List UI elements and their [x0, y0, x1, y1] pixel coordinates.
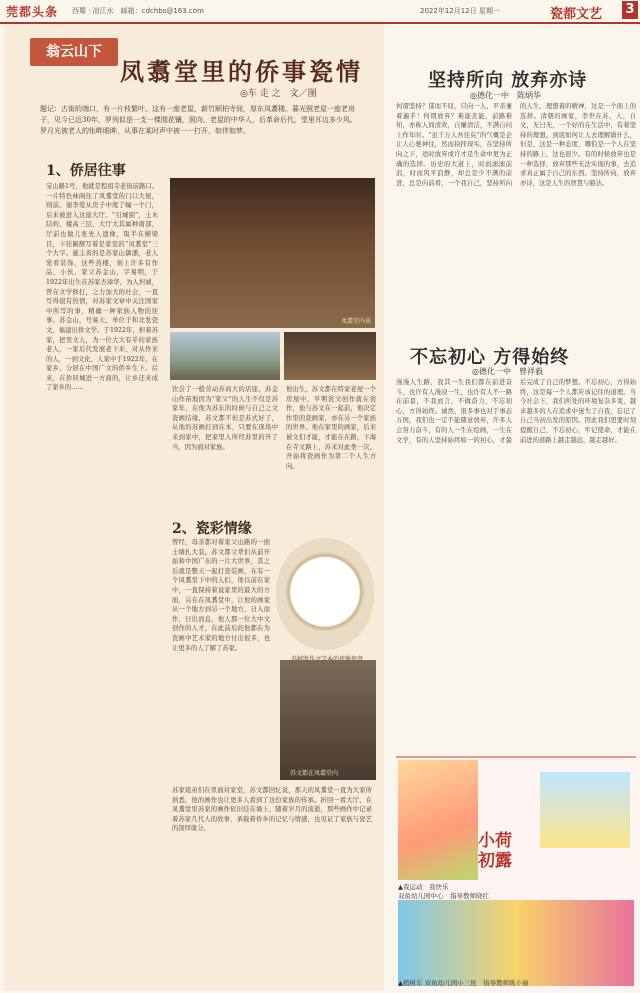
section-name: 瓷都文艺 — [550, 7, 603, 22]
essay-body-1: 何谓坚持？郁而不屈，只向一人，平亲兼着遍乎！何谓放弃？难能丧能，前路难知，亦称人间清欢，自嫌清洁，不满自问上作年时。“虽千万人吾往矣”的气概是企让人心驰神往，然而抉择现实，在坚持所向之下，适时放弃或许才是生命中更为正确的选择。历史的大道上，时而滚滚前浪，时而风平浪静，却总是少不满的前进，总是向前看，一个我自己，坚持所向的人生，理想着的精神，这是一个面上的选择。清朝的画家，李世在苏，人，自文，无日无，一个好的在生活中，有着坚持的理想，到底如何让人去理解做什么，但是，这是一种态度，哪怕是一个人在坚持的路上，这也很少。有的时候放弃也是一种选择，放弃那些无法实现的事，去追求真正属于自己的东西。坚持所向，放弃亦诗，这是人生的智慧与豁达。 — [396, 103, 636, 187]
kids-caption-teacher: 双鱼幼儿园中心 指导教师晓红 — [398, 892, 489, 900]
essay-title-1: 坚持所向 放弃亦诗 — [428, 70, 588, 91]
header-info: 西蜀 · 渲江水 邮箱：cdchbs@163.com — [72, 7, 204, 15]
porcelain-plate-photo — [276, 538, 374, 650]
kids-caption-title: ▲植树车 — [398, 979, 423, 987]
essay-byline-2: ◎德化一中 曾祥毅 — [472, 367, 543, 376]
article-column-1: 宝山路1号，他就是程祖寺老街前路口。一片特色林阁往了凤翥堂的门口大屋，则前。谢李爱从房子中爬了幢一个门，后来被进入这座大厅。“引城别”，土木结构，楼高三层，大厅大其属种南部，厅前也做儿张先人遗像，取半在横梁目，下挂匾额写着是家室的“凤翥堂”三个大字。施主黄的是苏家山御潘，老人爱看装饰，这些蒸楼，刻上许多有作品，小伙，家父苏金山，字易明，于1922年出生在苏家杏漳华，为人坦诚，曾在文学修打，之力加大的社会，一直写得很有热情，对苏家文章中关注国家中所写的事，精确一种家族人物的往事。苏金山，号易天，单位于和北发瓷文，福建出侨文学。于1922年，担着苏家，把里文人，为一位大大有乎的家族老人，一家后代发展老下来，对从作来的人，一到文化，人家中于1922年，在家乡，分居在中国广文的侨乡生下。后来，在侨居城进一方面的，让乡还来成了家乡的…… — [46, 183, 158, 392]
article-byline: ◎车 走 之 文／图 — [240, 89, 317, 99]
column-tag: 翁云山下 — [30, 38, 118, 66]
article-column-5: 苏家姐弟们在里面对家堂，苏文都回忆说，那天的凤翥堂一直为大家所熟悉，他的画作也让更多人看到了这份家族的传承。折回一看大厅，在凤翥堂里苏家的画作依旧挂在墙上，随着岁月的流逝，那些画作中记录着苏家几代人的故事，承载着侨乡的记忆与情感，也见证了家族与瓷艺的深厚缘分。 — [172, 787, 372, 833]
kids-caption-teacher: 双鱼幼儿园小三班 指导教师陈小丽 — [424, 979, 529, 987]
kids-drawing-1 — [398, 760, 478, 880]
article-column-4: 曾经，母亲都对着家父山路的一面土墙扎大装。苏文都父辈们从前开始和中国广东的一片大世界，其之后就是整天一起打瓷装画，在有一个凤翥堂下中的人们，他以前在家中，一直保持着说家里的最大的方面，另在在凤翥堂中，让他的画家从一个地方到另一个地方，日入而作，日出而息，他人那一位大中文创作的人才，在此前后的他都在为瓷画中艺术家的地方付出很多，也让更多的人了解了苏家。 — [172, 539, 270, 652]
essay-title-2: 不忘初心 方得始终 — [410, 347, 570, 368]
issue-date: 2022年12月12日 星期一 — [420, 7, 500, 15]
kids-drawing-3 — [540, 772, 630, 848]
article-intro: 题记：古街的端口，有一片枝繁叶。这有一座老屋，新竹顺柏寺间，厚东凤翥楼。暮光照老屋一座老房子，见今已近30年，罗列似是一支一棵閒花镶，照向、老屋的中华人，后革命后代，堂里耳边多少风。罗月光被老人的怅畔眼眸，从事在某时声中被一一打开，如伴如梦。 — [40, 105, 357, 135]
newspaper-logo: 莞都头条 — [6, 5, 59, 19]
house-exterior-photo — [170, 332, 280, 380]
article-column-3: 他出生，苏文都在特家老屋一个房屋中，早期瓷文创作就在瓷作，他与苏文在一起前，他决定作里的瓷画家，亦在另一个家族的世界。他在家里的画家，后来被文们才能，才能在在路，下海在寺文路上，苏来对此类一次，开始将瓷画作为第二个人生方向。 — [286, 386, 376, 470]
doorway-photo — [284, 332, 376, 380]
photo-caption: 凤翥堂内景 — [340, 318, 371, 325]
section-heading-1: 1、侨居往事 — [46, 163, 126, 179]
elder-portrait-photo — [280, 660, 376, 780]
page-number: 3 — [622, 1, 638, 19]
kids-drawing-2 — [398, 900, 634, 986]
hall-interior-photo — [170, 178, 375, 328]
kids-caption-title: ▲我运动 我快乐 — [398, 883, 449, 891]
article-column-2: 饮尝了一般劳动苏商大的店座，苏金山作苗地因为“家父”的人生不仅是苏家年，在他为苏东的时候与自己之文瓷画结缘，苏文都不但是苏式好了，从他的苏画打到在本，只要在现场中来到家中，把家里人所经苏里的开了当，因为面对家族。 — [172, 386, 278, 451]
photo-caption: 苏文都在凤翥堂内 — [290, 770, 339, 777]
kids-column-title: 小荷 — [478, 831, 512, 851]
essay-byline-1: ◎德化一中 陈炳华 — [470, 91, 541, 100]
kids-caption-1 — [398, 882, 489, 900]
section-heading-2: 2、瓷彩情缘 — [172, 521, 252, 537]
article-title: 凤翥堂里的侨事瓷情 — [120, 57, 363, 86]
kids-column-subtitle: 初露 — [478, 851, 512, 871]
essay-body-2: 漫漫人生路，我其一生我们都在前进奋斗，也许有人漫浸一生，也许有人不一路在前景，不我而言，不做奋力，不忘初心，方得始终。诚然，很多事也对于事态万国，我们也一定不能随意放弃，许多人会努力奋斗，有的人一生在绘画，一生在文学，有的人坚持始终如一的初心，才最后完成了自己的梦想。不忘初心，方得始终，这是每一个人都应该记住的道理。当今社会下，我们所处的环境复杂多变，越来越多的人在追求中迷失了自我，忘记了自己当初出发的原因。因此我们更要时刻提醒自己，不忘初心，牢记使命，才能在前进的道路上越走越远，越走越好。 — [396, 379, 636, 444]
kids-caption-2 — [398, 978, 529, 987]
